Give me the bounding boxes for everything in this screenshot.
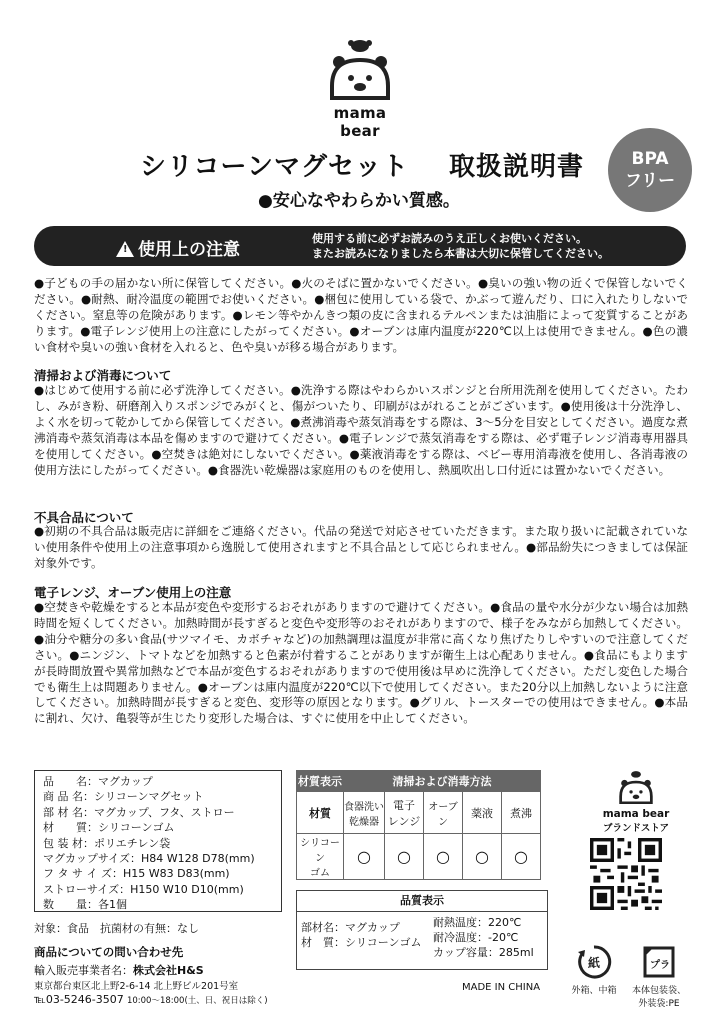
spec-row: 商 品 名：シリコーンマグセット <box>43 790 204 804</box>
recycle-plastic-mark <box>624 944 694 1009</box>
target-info: 対象：食品 抗菌材の有無：なし <box>34 922 199 935</box>
defects-text: ●初期の不具合品は販売店に詳細をご連絡ください。代品の発送で対応させていただきます。また取り扱いに記載されていない使用条件や使用上の注意事項から逸脱して使用されますと不具合品として応じられません。●部品紛失につきましては保証対象外です。 <box>34 524 688 570</box>
warning-bar <box>34 226 686 266</box>
bpa-line2: フリー <box>624 171 676 191</box>
cleaning-heading: 清掃および消毒について <box>34 368 172 383</box>
title-product: シリコーンマグセット <box>140 152 409 182</box>
warning-line2: またお読みになりましたら本書は大切に保管してください。 <box>312 247 609 260</box>
table-mark: ○ <box>424 834 463 880</box>
importer-name: 株式会社H&S <box>133 964 204 977</box>
subtitle: ●安心なやわらかい質感。 <box>258 191 460 211</box>
table-mark: ○ <box>463 834 502 880</box>
microwave-heading: 電子レンジ、オーブン使用上の注意 <box>34 585 232 600</box>
store-label: ブランドストア <box>602 823 670 834</box>
brand-store <box>586 770 686 834</box>
microwave-text: ●空焚きや乾燥をすると本品が変色や変形するおそれがありますので避けてください。●食品の量や水分が少ない場合は加熱時間を短くしてください。加熱時間が長すぎると変色や変形等のおそれがありますので、様子をみながら加熱してください。●油分や糖分の多い食品(サツマイモ、カボチャなど)の加熱調理は温度が非常に高くなり焦げたりしやすいので注意してください。●ニンジン、トマトなどを加熱すると色素が付着することがありますが衛生上は心配ありません。●食品にもよりますが長時間放置や異常加熱などで本品が変色するおそれがありますので使用後は早めに洗浄してください。ただし変色した場合でも衛生上は問題ありません。●オーブンは庫内温度が220℃以下で使用してください。また20分以上加熱しないように注意してください。加熱時間が長すぎると変色、変形等の原因となります。●グリル、トースターでの使用はできません。●本品に割れ、欠け、亀裂等が生じたり変形した場合は、すぐに使用を中止してください。 <box>34 600 688 726</box>
importer-label: 輸入販売事業者名： <box>34 964 133 977</box>
quality-box <box>296 890 548 970</box>
spec-box <box>34 770 282 912</box>
table-col-header: 食器洗い 乾燥器 <box>344 792 385 834</box>
recycle-paper-label: 外箱、中箱 <box>571 986 617 996</box>
recycle-paper-icon <box>576 944 612 980</box>
spec-row: ストローサイズ：H150 W10 D10(mm) <box>43 882 244 896</box>
table-col-header: 電子 レンジ <box>385 792 424 834</box>
recycle-plastic-icon <box>641 944 677 980</box>
warning-icon <box>116 241 134 257</box>
table-group-header: 清掃および消毒方法 <box>344 771 541 792</box>
bear-icon <box>324 38 396 100</box>
table-col-header: 薬液 <box>463 792 502 834</box>
business-hours: 10:00～18:00(土、日、祝日は除く) <box>126 996 268 1006</box>
warning-line1: 使用する前に必ずお読みのうえ正しくお使いください。 <box>312 232 587 245</box>
spec-row: マグカップサイズ：H84 W128 D78(mm) <box>43 852 255 866</box>
table-col-header: オーブン <box>424 792 463 834</box>
recycle-plastic-label1: 本体包装袋、 <box>631 986 686 996</box>
recycle-plastic-label2: 外装袋:PE <box>638 999 680 1009</box>
qr-code[interactable] <box>590 838 662 910</box>
contact <box>34 993 268 1006</box>
phone-icon: ℡ <box>34 993 46 1006</box>
quality-item: 耐冷温度：-20℃ <box>433 931 519 944</box>
warning-label-text: 使用上の注意 <box>138 240 240 260</box>
table-mark: ○ <box>385 834 424 880</box>
table-mark: ○ <box>502 834 541 880</box>
spec-row: 数 量：各1個 <box>43 898 127 912</box>
spec-row: 材 質：シリコーンゴム <box>43 821 175 835</box>
quality-heading: 品質表示 <box>297 891 547 912</box>
table-mark: ○ <box>344 834 385 880</box>
recycle-paper-text: 紙 <box>587 956 601 970</box>
importer <box>34 962 204 978</box>
brand-logo-text: mama bear <box>333 104 387 140</box>
table-row-header: 材質 <box>297 792 344 834</box>
bpa-free-badge <box>608 128 692 212</box>
inquiry-heading: 商品についての問い合わせ先 <box>34 945 184 959</box>
made-in: MADE IN CHINA <box>462 982 541 993</box>
spec-row: 品 名：マグカップ <box>43 775 153 788</box>
store-brand: mama bear <box>602 808 670 820</box>
table-material: シリコーン ゴム <box>297 834 344 880</box>
table-corner: 材質表示 <box>297 771 344 792</box>
title-manual: 取扱説明書 <box>448 152 584 182</box>
bear-icon <box>616 770 656 804</box>
defects-heading: 不具合品について <box>34 510 134 525</box>
address: 東京都台東区北上野2-6-14 北上野ビル201号室 <box>34 981 239 992</box>
recycle-paper-mark <box>566 944 622 996</box>
phone-number: 03-5246-3507 <box>45 993 124 1006</box>
quality-item: 材 質：シリコーンゴム <box>301 936 422 949</box>
spec-row: 部 材 名：マグカップ、フタ、ストロー <box>43 805 235 819</box>
warning-label <box>116 235 240 260</box>
quality-item: 部材名：マグカップ <box>301 921 400 934</box>
brand-logo <box>315 38 405 140</box>
page-title <box>140 146 584 183</box>
warning-message <box>312 231 609 261</box>
table-col-header: 煮沸 <box>502 792 541 834</box>
material-table <box>296 770 541 880</box>
quality-item: カップ容量：285ml <box>433 946 534 959</box>
bpa-line1: BPA <box>631 149 669 169</box>
spec-row: フ タ サ イ ズ：H15 W83 D83(mm) <box>43 867 230 881</box>
caution-text: ●子どもの手の届かない所に保管してください。●火のそばに置かないでください。●臭いの強い物の近くで保管しないでください。●耐熱、耐冷温度の範囲でお使いください。●梱包に使用している袋で、かぶって遊んだり、口に入れたりしないでください。窒息等の危険があります。●レモン等やかんきつ類の皮に含まれるテルペンまたは油脂によって変質することがあります。●電子レンジ使用上の注意にしたがってください。●オーブンは庫内温度が220℃以上は使用できません。●色の濃い食材や臭いの強い食材を入れると、色や臭いが移る場合があります。 <box>34 276 688 354</box>
spec-row: 包 装 材：ポリエチレン袋 <box>43 836 171 850</box>
cleaning-text: ●はじめて使用する前に必ず洗浄してください。●洗浄する際はやわらかいスポンジと台所用洗剤を使用してください。たわし、みがき粉、研磨剤入りスポンジでみがくと、傷がついたり、印刷がはがれることがございます。●使用後は十分洗浄し、よく水を切って乾かしてから保管してください。●煮沸消毒や蒸気消毒をする際は、3～5分を目安としてください。過度な煮沸消毒や蒸気消毒は本品を傷めますので避けてください。●電子レンジで蒸気消毒をする際は、必ず電子レンジ消毒専用器具を使用してください。●空焚きは絶対にしないでください。●薬液消毒をする際は、ベビー専用消毒液を使用し、各消毒液の使用方法にしたがってください。●食器洗い乾燥器は家庭用のものを使用し、熱風吹出し口付近には置かないでください。 <box>34 383 688 477</box>
recycle-plastic-text: プラ <box>650 960 670 971</box>
quality-item: 耐熱温度：220℃ <box>433 916 522 929</box>
